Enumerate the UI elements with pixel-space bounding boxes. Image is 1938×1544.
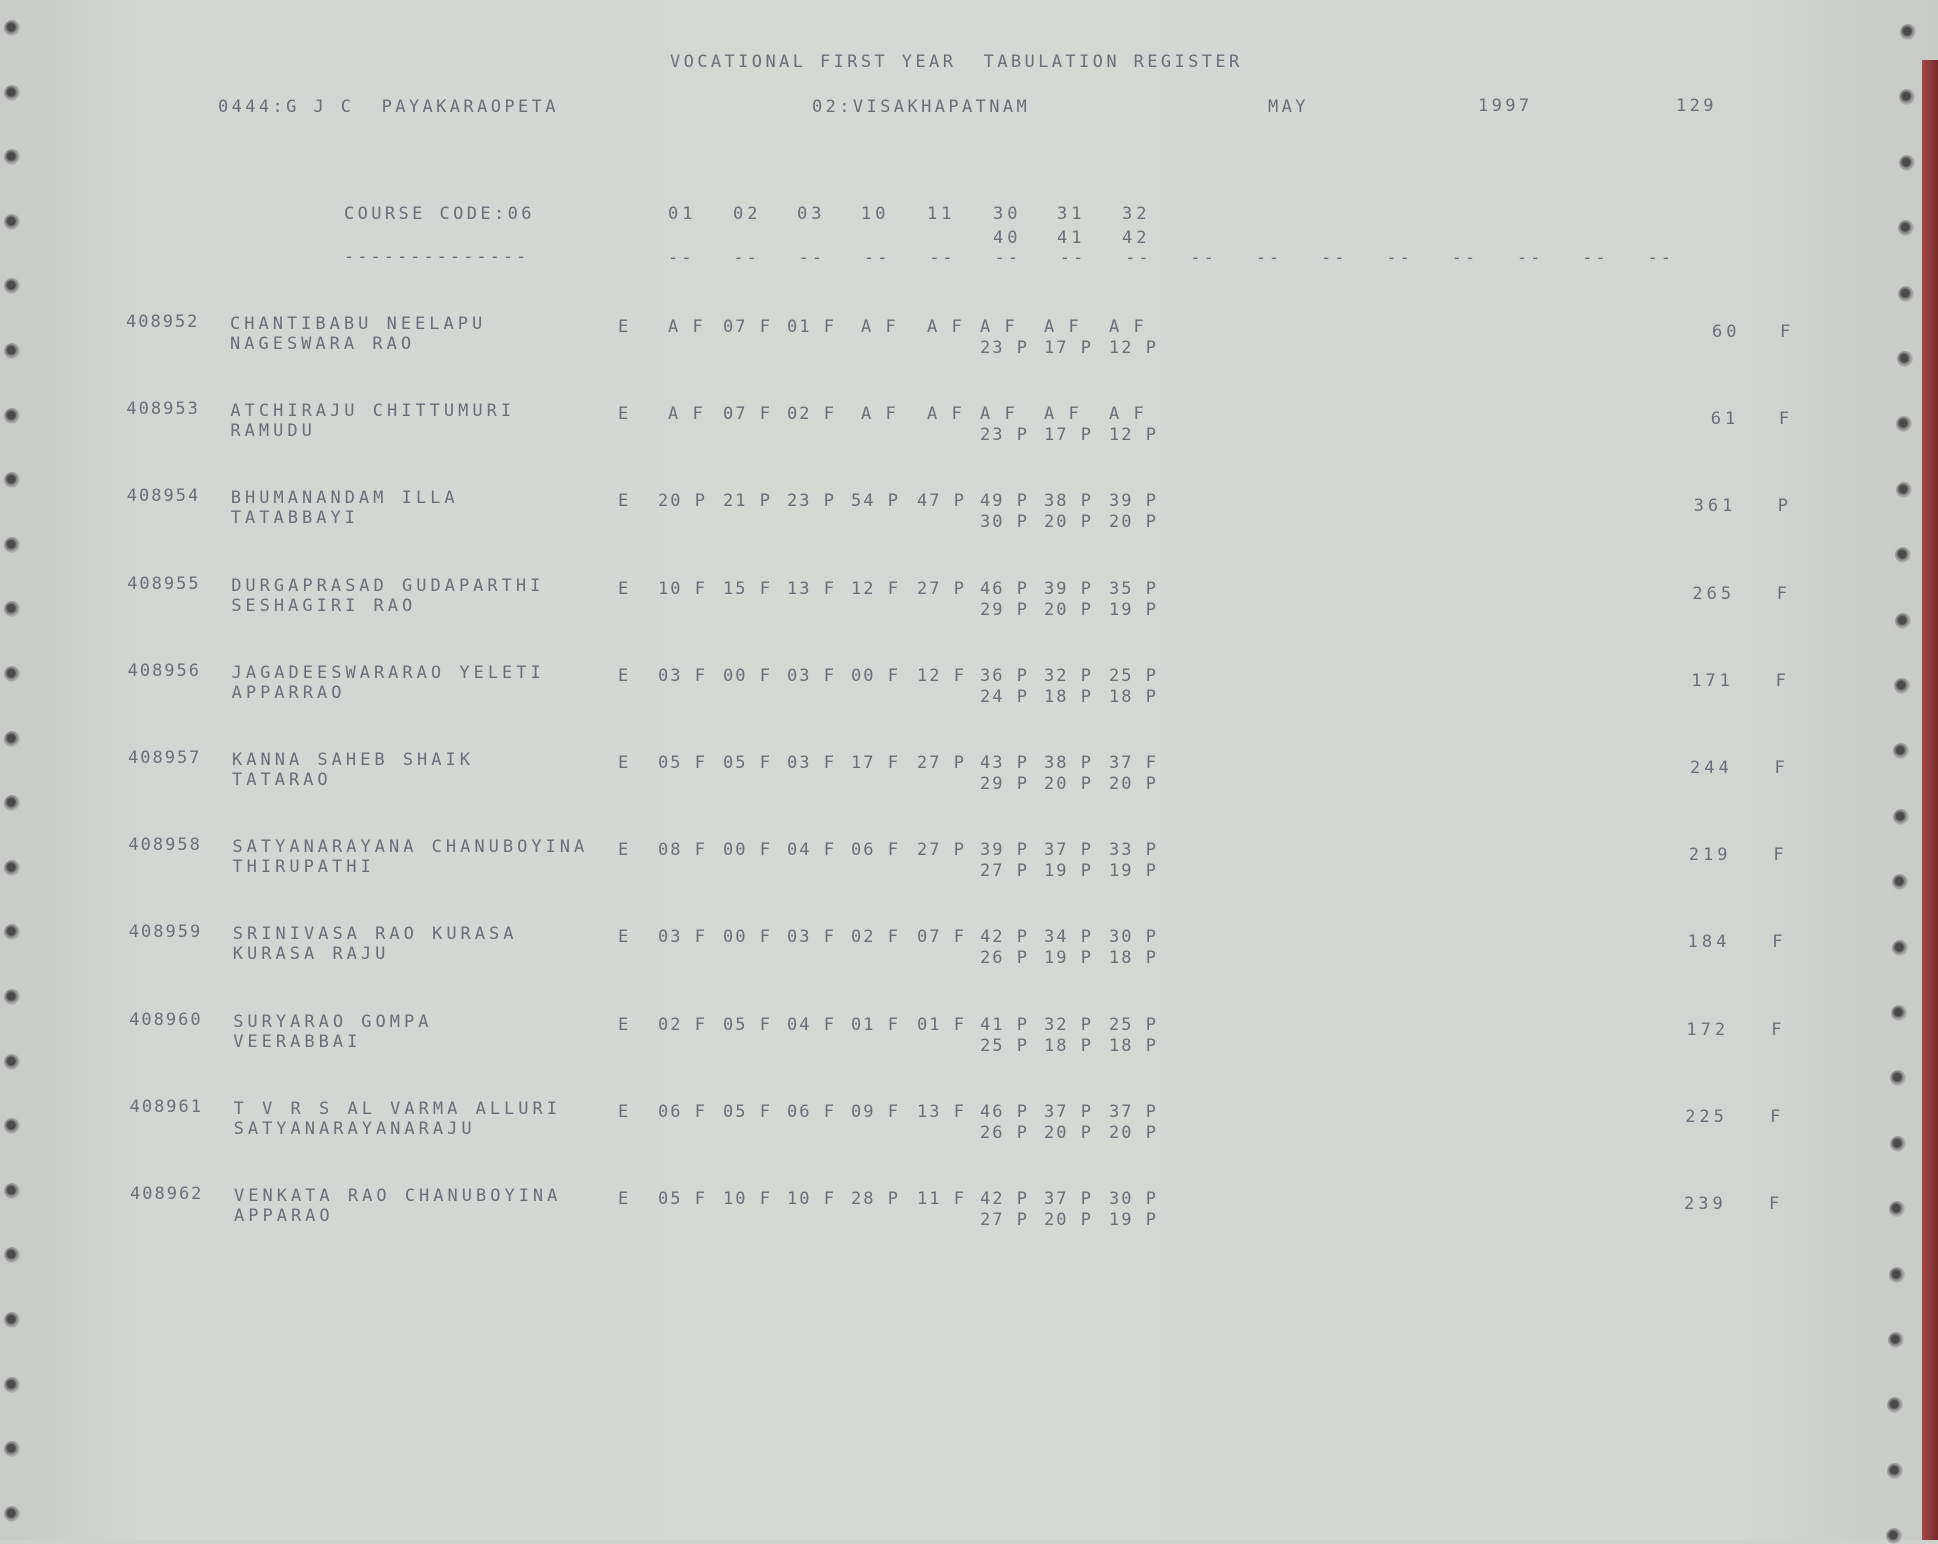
- record-medium: E: [618, 1101, 633, 1122]
- column-dash: --: [863, 248, 891, 268]
- record-mark: 05 F: [658, 753, 707, 773]
- record-mark: 49 P: [980, 491, 1029, 512]
- record-mark: 38 P: [1044, 753, 1093, 773]
- record-mark: 12 F: [851, 578, 900, 599]
- record-mark: A F: [1109, 317, 1146, 337]
- record-mark: 19 P: [1044, 948, 1093, 969]
- subject-code: 32: [1122, 204, 1151, 224]
- record-roll-number: 408957: [128, 748, 202, 768]
- column-dash: --: [798, 248, 826, 268]
- record-mark: 20 P: [658, 491, 707, 512]
- record-mark: 20 P: [1109, 774, 1158, 794]
- record-medium: E: [618, 1014, 633, 1035]
- record-mark: 42 P: [980, 927, 1029, 948]
- record-total: 60: [1712, 322, 1741, 342]
- record-mark: 23 P: [980, 338, 1029, 358]
- record-result: F: [1778, 409, 1794, 430]
- record-total: 61: [1710, 409, 1740, 430]
- record-medium: E: [618, 578, 633, 599]
- record-total: 171: [1691, 670, 1734, 691]
- subject-code: 01: [668, 204, 697, 224]
- record-mark: 30 P: [980, 512, 1029, 533]
- record-mark: 30 P: [1109, 1189, 1158, 1209]
- record-mark: 41 P: [980, 1014, 1029, 1035]
- record-result: F: [1774, 758, 1789, 778]
- record-mark: 18 P: [1109, 1035, 1158, 1056]
- record-mark: 43 P: [980, 753, 1029, 773]
- record-result: F: [1770, 1106, 1785, 1127]
- record-mark: 21 P: [723, 491, 772, 512]
- record-mark: 00 F: [851, 665, 900, 686]
- record-mark: 05 F: [658, 1189, 707, 1209]
- record-result: F: [1780, 322, 1795, 342]
- record-mark: 20 P: [1109, 1122, 1158, 1143]
- record-mark: 27 P: [980, 861, 1029, 882]
- subject-code: 30: [993, 204, 1022, 224]
- record-result: F: [1775, 670, 1790, 691]
- tractor-hole: [4, 537, 20, 553]
- record-mark: 07 F: [917, 927, 966, 948]
- column-dash: --: [1190, 248, 1217, 268]
- course-code: COURSE CODE:06: [344, 204, 535, 224]
- record-medium: E: [618, 753, 633, 773]
- record-mark: 23 P: [980, 425, 1029, 446]
- record-mark: 27 P: [980, 1210, 1029, 1230]
- record-medium: E: [618, 840, 633, 861]
- record-father-name: RAMUDU: [230, 421, 316, 442]
- exam-year: 1997: [1478, 96, 1533, 116]
- tractor-hole: [4, 666, 20, 682]
- record-mark: 00 F: [723, 665, 772, 686]
- record-name: ATCHIRAJU CHITTUMURI: [230, 401, 516, 422]
- tractor-hole: [4, 408, 20, 424]
- record-result: F: [1771, 1019, 1786, 1040]
- record-medium: E: [618, 491, 633, 512]
- record-mark: 04 F: [787, 840, 836, 861]
- record-name: BHUMANANDAM ILLA: [230, 488, 459, 509]
- tractor-hole: [1889, 1267, 1905, 1283]
- column-dash: --: [1647, 248, 1674, 268]
- record-mark: A F: [861, 317, 898, 337]
- record-name: T V R S AL VARMA ALLURI: [233, 1098, 561, 1119]
- record-mark: 47 P: [917, 491, 966, 512]
- record-name: CHANTIBABU NEELAPU: [230, 314, 487, 334]
- tractor-hole: [4, 795, 20, 811]
- record-name: SURYARAO GOMPA: [233, 1011, 433, 1032]
- tractor-hole: [1894, 678, 1910, 694]
- record-father-name: SATYANARAYANARAJU: [233, 1118, 476, 1139]
- record-mark: 42 P: [980, 1189, 1029, 1209]
- record-roll-number: 408952: [126, 312, 200, 332]
- tractor-hole: [4, 1247, 20, 1263]
- record-roll-number: 408953: [126, 399, 200, 420]
- tractor-hole: [1896, 416, 1912, 432]
- column-dash: --: [1059, 248, 1087, 268]
- record-mark: 25 P: [1109, 665, 1158, 686]
- record-mark: 39 P: [1044, 578, 1093, 599]
- record-father-name: APPARAO: [234, 1206, 334, 1226]
- record-mark: 11 F: [917, 1189, 966, 1209]
- tractor-hole: [4, 1312, 20, 1328]
- record-mark: 12 P: [1109, 338, 1158, 358]
- record-father-name: SESHAGIRI RAO: [231, 595, 417, 616]
- record-mark: A F: [668, 404, 705, 425]
- tractor-hole: [1893, 809, 1909, 825]
- tractor-hole: [4, 1054, 20, 1070]
- tractor-hole: [4, 85, 20, 101]
- tractor-hole: [4, 924, 20, 940]
- record-mark: 27 P: [917, 753, 966, 773]
- tractor-hole: [1895, 613, 1911, 629]
- record-roll-number: 408956: [127, 660, 202, 681]
- subject-code: 31: [1057, 204, 1086, 224]
- district-code: 02:VISAKHAPATNAM: [812, 97, 1031, 117]
- record-father-name: KURASA RAJU: [232, 944, 390, 965]
- column-dash: --: [668, 248, 695, 268]
- record-mark: 37 P: [1044, 1101, 1093, 1122]
- subject-code: 11: [927, 204, 956, 224]
- record-mark: 19 P: [1109, 1210, 1158, 1230]
- record-mark: 34 P: [1044, 927, 1093, 948]
- record-mark: 46 P: [980, 578, 1029, 599]
- record-mark: 23 P: [787, 491, 836, 512]
- record-mark: 17 F: [851, 753, 900, 773]
- record-total: 265: [1692, 583, 1736, 604]
- record-mark: 02 F: [851, 927, 900, 948]
- tractor-hole: [1889, 1201, 1905, 1217]
- tractor-hole: [4, 860, 20, 876]
- record-mark: 09 F: [851, 1101, 900, 1122]
- tractor-hole: [1892, 940, 1908, 956]
- subject-code: 40: [993, 228, 1022, 248]
- record-mark: 12 F: [917, 665, 966, 686]
- record-name: JAGADEESWARARAO YELETI: [231, 662, 545, 683]
- record-mark: 13 F: [787, 578, 836, 599]
- record-mark: 29 P: [980, 599, 1029, 620]
- record-mark: 18 P: [1044, 1035, 1093, 1056]
- tractor-hole: [1893, 743, 1909, 759]
- record-name: KANNA SAHEB SHAIK: [232, 750, 474, 770]
- tractor-hole: [1899, 89, 1915, 105]
- record-mark: 20 P: [1044, 774, 1093, 794]
- record-mark: 01 F: [851, 1014, 900, 1035]
- tractor-hole: [1891, 1005, 1907, 1021]
- column-dash: --: [1255, 248, 1283, 268]
- record-mark: 03 F: [787, 753, 836, 773]
- record-medium: E: [618, 1189, 633, 1209]
- record-mark: 03 F: [787, 927, 836, 948]
- record-mark: 06 F: [658, 1101, 707, 1122]
- record-roll-number: 408959: [128, 922, 203, 943]
- record-roll-number: 408962: [130, 1184, 204, 1204]
- record-mark: 26 P: [980, 948, 1029, 969]
- tractor-hole: [4, 1183, 20, 1199]
- record-roll-number: 408955: [127, 573, 201, 594]
- tractor-hole: [4, 214, 20, 230]
- record-mark: 03 F: [658, 665, 707, 686]
- record-mark: 17 P: [1044, 425, 1093, 446]
- record-father-name: TATARAO: [232, 770, 332, 790]
- record-mark: A F: [980, 404, 1017, 425]
- record-roll-number: 408958: [128, 835, 202, 856]
- record-roll-number: 408961: [129, 1096, 204, 1117]
- register-title: VOCATIONAL FIRST YEAR TABULATION REGISTER: [670, 52, 1243, 72]
- record-mark: 36 P: [980, 665, 1029, 686]
- tractor-hole: [1899, 155, 1915, 171]
- record-medium: E: [618, 927, 633, 948]
- record-mark: A F: [861, 404, 898, 425]
- record-result: F: [1772, 932, 1787, 953]
- tractor-hole: [4, 149, 20, 165]
- record-roll-number: 408954: [126, 486, 201, 507]
- record-roll-number: 408960: [129, 1009, 203, 1030]
- record-mark: 02 F: [787, 404, 836, 425]
- record-mark: 54 P: [851, 491, 900, 512]
- record-mark: 12 P: [1109, 425, 1158, 446]
- record-mark: 18 P: [1109, 686, 1158, 707]
- record-mark: 00 F: [723, 840, 772, 861]
- tractor-hole: [4, 343, 20, 359]
- tractor-hole: [4, 1118, 20, 1134]
- record-name: SATYANARAYANA CHANUBOYINA: [232, 837, 589, 858]
- tractor-hole: [4, 20, 20, 36]
- record-mark: 05 F: [723, 1101, 772, 1122]
- tractor-hole: [1898, 220, 1914, 236]
- record-mark: 07 F: [723, 404, 772, 425]
- record-name: VENKATA RAO CHANUBOYINA: [234, 1186, 562, 1206]
- record-mark: 18 P: [1044, 686, 1093, 707]
- record-mark: 27 P: [917, 578, 966, 599]
- record-result: F: [1773, 845, 1788, 866]
- record-mark: 19 P: [1044, 861, 1093, 882]
- record-mark: 01 F: [917, 1014, 966, 1035]
- record-mark: 26 P: [980, 1122, 1029, 1143]
- tractor-hole: [4, 472, 20, 488]
- record-mark: 25 P: [1109, 1014, 1158, 1035]
- record-mark: 05 F: [723, 1014, 772, 1035]
- record-mark: 06 F: [851, 840, 900, 861]
- record-mark: 32 P: [1044, 665, 1093, 686]
- record-mark: 18 P: [1109, 948, 1158, 969]
- column-dash: --: [1125, 248, 1152, 268]
- record-mark: 06 F: [787, 1101, 836, 1122]
- record-mark: 20 P: [1044, 599, 1093, 620]
- record-mark: 03 F: [787, 665, 836, 686]
- exam-month: MAY: [1268, 97, 1309, 117]
- record-mark: 25 P: [980, 1035, 1029, 1056]
- record-father-name: TATABBAYI: [230, 508, 359, 529]
- binder-edge: [1922, 60, 1938, 1540]
- tractor-hole: [1887, 1463, 1903, 1479]
- record-mark: 37 P: [1044, 1189, 1093, 1209]
- record-father-name: APPARRAO: [231, 682, 346, 703]
- tractor-hole: [1886, 1528, 1902, 1544]
- column-dash: --: [929, 248, 956, 268]
- record-mark: 13 F: [917, 1101, 966, 1122]
- tractor-hole: [4, 1377, 20, 1393]
- record-mark: 10 F: [723, 1189, 772, 1209]
- tractor-hole: [4, 1506, 20, 1522]
- record-mark: A F: [927, 317, 964, 337]
- college-code: 0444:G J C PAYAKARAOPETA: [218, 97, 559, 117]
- record-mark: 17 P: [1044, 338, 1093, 358]
- record-mark: 38 P: [1044, 491, 1093, 512]
- record-total: 225: [1685, 1106, 1728, 1127]
- record-mark: 07 F: [723, 317, 772, 337]
- tractor-hole: [1892, 874, 1908, 890]
- tractor-hole: [4, 989, 20, 1005]
- record-father-name: NAGESWARA RAO: [230, 334, 416, 354]
- record-father-name: VEERABBAI: [233, 1031, 362, 1052]
- record-medium: E: [618, 317, 633, 337]
- record-mark: 39 P: [980, 840, 1029, 861]
- record-medium: E: [618, 665, 633, 686]
- record-father-name: THIRUPATHI: [232, 857, 375, 878]
- record-mark: 19 P: [1109, 599, 1158, 620]
- record-mark: 24 P: [980, 686, 1029, 707]
- record-mark: 10 F: [658, 578, 707, 599]
- record-name: SRINIVASA RAO KURASA: [232, 924, 518, 945]
- record-total: 361: [1693, 496, 1737, 517]
- record-mark: 20 P: [1109, 512, 1158, 533]
- record-mark: 46 P: [980, 1101, 1029, 1122]
- record-mark: 10 F: [787, 1189, 836, 1209]
- record-mark: 02 F: [658, 1014, 707, 1035]
- record-mark: 08 F: [658, 840, 707, 861]
- tractor-hole: [1890, 1070, 1906, 1086]
- record-mark: 15 F: [723, 578, 772, 599]
- column-dash: --: [994, 248, 1021, 268]
- tractor-hole: [1898, 286, 1914, 302]
- tractor-hole: [4, 731, 20, 747]
- column-dash: --: [1516, 248, 1544, 268]
- record-mark: 20 P: [1044, 1210, 1093, 1230]
- record-mark: 00 F: [723, 927, 772, 948]
- record-mark: 03 F: [658, 927, 707, 948]
- subject-code: 41: [1057, 228, 1086, 248]
- record-mark: 37 P: [1109, 1101, 1158, 1122]
- record-mark: A F: [980, 317, 1017, 337]
- column-dash: --: [1582, 248, 1609, 268]
- record-mark: 39 P: [1109, 491, 1158, 512]
- record-mark: 35 P: [1109, 578, 1158, 599]
- subject-code: 03: [797, 204, 826, 224]
- record-result: F: [1776, 583, 1791, 604]
- tractor-hole: [1900, 24, 1916, 40]
- record-mark: 27 P: [917, 840, 966, 861]
- record-mark: 05 F: [723, 753, 772, 773]
- subject-code: 02: [733, 204, 762, 224]
- tractor-hole: [4, 601, 20, 617]
- subject-code: 10: [861, 204, 890, 224]
- tractor-hole: [1890, 1136, 1906, 1152]
- record-total: 184: [1687, 932, 1731, 953]
- record-mark: 20 P: [1044, 1122, 1093, 1143]
- record-total: 172: [1686, 1019, 1730, 1040]
- column-dash: --: [1386, 248, 1413, 268]
- record-total: 219: [1688, 845, 1732, 866]
- record-mark: A F: [927, 404, 964, 425]
- record-mark: 20 P: [1044, 512, 1093, 533]
- tractor-hole: [1897, 351, 1913, 367]
- record-mark: 33 P: [1109, 840, 1158, 861]
- record-mark: 01 F: [787, 317, 836, 337]
- record-mark: 28 P: [851, 1189, 900, 1209]
- page-number: 129: [1676, 96, 1717, 116]
- record-total: 244: [1690, 758, 1733, 778]
- column-dash: --: [1321, 248, 1348, 268]
- record-mark: A F: [1044, 404, 1081, 425]
- record-mark: 19 P: [1109, 861, 1158, 882]
- tractor-hole: [1896, 482, 1912, 498]
- record-mark: 04 F: [787, 1014, 836, 1035]
- record-result: P: [1777, 496, 1793, 517]
- record-mark: A F: [1109, 404, 1146, 425]
- course-code-underline: --------------: [344, 247, 530, 267]
- tractor-hole: [1888, 1332, 1904, 1348]
- record-total: 239: [1684, 1194, 1727, 1214]
- record-result: F: [1769, 1194, 1784, 1214]
- record-medium: E: [618, 404, 633, 425]
- tractor-hole: [4, 1441, 20, 1457]
- record-mark: 32 P: [1044, 1014, 1093, 1035]
- record-mark: 29 P: [980, 774, 1029, 794]
- record-mark: A F: [1044, 317, 1081, 337]
- tractor-hole: [1887, 1397, 1903, 1413]
- subject-code: 42: [1122, 228, 1151, 248]
- column-dash: --: [1451, 248, 1479, 268]
- record-mark: 30 P: [1109, 927, 1158, 948]
- tractor-hole: [1895, 547, 1911, 563]
- record-mark: 37 F: [1109, 753, 1158, 773]
- column-dash: --: [733, 248, 760, 268]
- record-name: DURGAPRASAD GUDAPARTHI: [231, 575, 545, 596]
- record-mark: 37 P: [1044, 840, 1093, 861]
- tractor-hole: [4, 278, 20, 294]
- record-mark: A F: [668, 317, 705, 337]
